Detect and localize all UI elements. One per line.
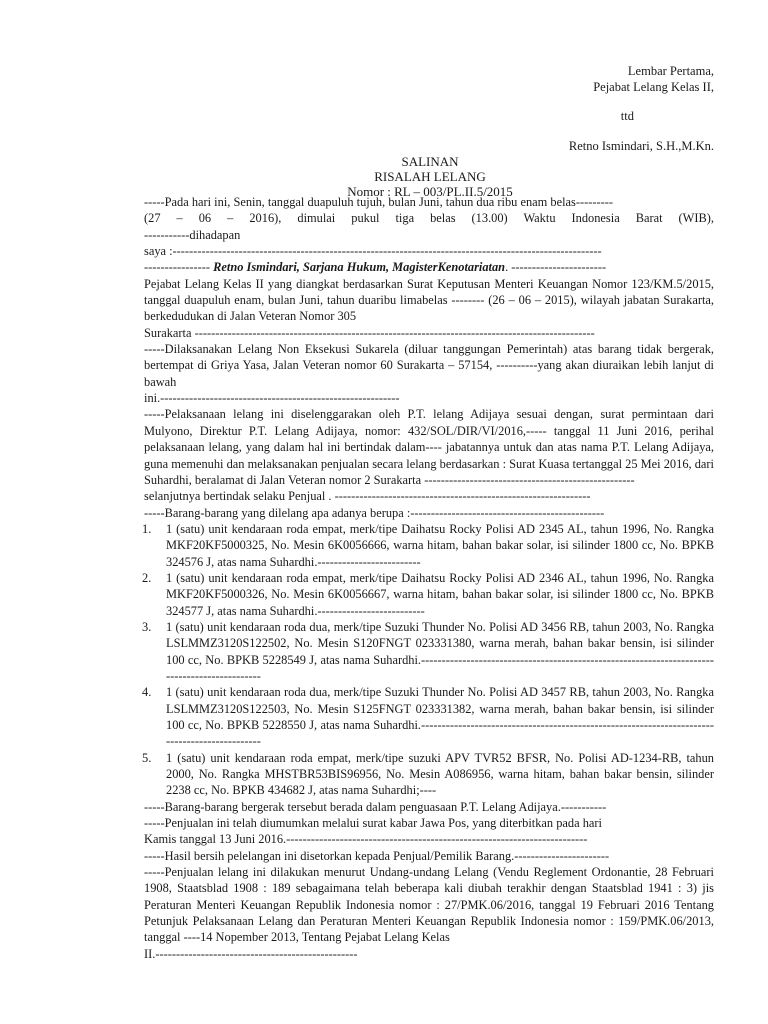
signature-mark: ttd xyxy=(620,109,634,123)
announcement-paragraph: -----Penjualan ini telah diumumkan melalui surat kabar Jawa Pos, yang diterbitkan pada hari xyxy=(144,816,602,831)
item-text: 1 (satu) unit kendaraan roda dua, merk/tipe Suzuki Thunder No. Polisi AD 3456 RB, tahun 2003, No. Rangka LSLMMZ3120S122502, No. Mesin S120FNGT 023331380, warna merah, bahan bakar bensin, isi silinder 100 cc, No. BPKB 5228549 J, atas nama Suhardhi.---------------------------------------------------------------------------------------------- xyxy=(166,619,714,683)
item-text: 1 (satu) unit kendaraan roda empat, merk/tipe suzuki APV TVR52 BFSR, No. Polisi AD-1234-RB, tahun 2000, No. Rangka MHSTBR53BIS96956, No. Mesin A086956, warna hitam, bahan bakar bensin, silinder 2238 cc, No. BPKB 434682 J, atas nama Suhardhi;---- xyxy=(166,750,714,798)
legal-basis-end: II.------------------------------------------------- xyxy=(144,946,358,961)
item-text: 1 (satu) unit kendaraan roda dua, merk/tipe Suzuki Thunder No. Polisi AD 3457 RB, tahun 2003, No. Rangka LSLMMZ3120S122503, No. Mesin S125FNGT 023331382, warna merah, bahan bakar bensin, isi silinder 100 cc, No. BPKB 5228550 J, atas nama Suhardhi.---------------------------------------------------------------------------------------------- xyxy=(166,685,714,749)
document-title: RISALAH LELANG xyxy=(374,169,486,184)
item-number: 4. xyxy=(142,685,152,700)
item-text: 1 (satu) unit kendaraan roda empat, merk/tipe Daihatsu Rocky Polisi AD 2346 AL, tahun 1996, No. Rangka MKF20KF5000326, No. Mesin 6K0056667, warna hitam, bahan bakar solar, isi silinder 1800 cc, No. BPKB 324577 J, atas nama Suhardhi.-------------------------- xyxy=(166,570,714,618)
dash-lead: ---------------- xyxy=(144,260,214,275)
opening-line: (27 – 06 – 2016), dimulai pukul tiga belas (13.00) Waktu Indonesia Barat (WIB), xyxy=(144,211,714,226)
signer-name: Retno Ismindari, S.H.,M.Kn. xyxy=(568,139,714,153)
item-number: 3. xyxy=(142,619,152,634)
document-number: Nomor : RL – 003/PL.II.5/2015 xyxy=(347,184,513,199)
list-item xyxy=(144,521,714,570)
official-name-line xyxy=(144,259,714,275)
official-name: Retno Ismindari, Sarjana Hukum, MagisterKenotariatan xyxy=(213,260,506,275)
list-item xyxy=(144,619,714,684)
execution-paragraph: -----Pelaksanaan lelang ini diselenggarakan oleh P.T. lelang Adijaya sesuai dengan, surat permintaan dari Mulyono, Direktur P.T. Lelang Adijaya, nomor: 432/SOL/DIR/VI/2016,----- tanggal 11 Juni 2016, perihal pelaksanaan lelang, yang dalam hal ini bertindak dalam---- jabatannya untuk dan atas nama P.T. Lelang Adijaya, guna memenuhi dan melaksanakan penjualan secara lelang berdasarkan : Surat Kuasa tertanggal 25 Mei 2016, dari Suhardhi, beralamat di Jalan Veteran nomor 2 Surakarta --------------------------------------------------- xyxy=(144,407,714,487)
items-list xyxy=(144,521,714,799)
opening-line: -----------dihadapan xyxy=(144,227,241,242)
document-body xyxy=(144,194,714,962)
item-text: 1 (satu) unit kendaraan roda empat, merk/tipe Daihatsu Rocky Polisi AD 2345 AL, tahun 1996, No. Rangka MKF20KF5000325, No. Mesin 6K0056666, warna hitam, bahan bakar solar, isi silinder 1800 cc, No. BPKB 324576 J, atas nama Suhardhi.------------------------- xyxy=(166,521,714,569)
opening-line: saya :-------------------------------------------------------------------------------------------------------- xyxy=(144,244,602,259)
auction-type-end: ini.---------------------------------------------------------- xyxy=(144,391,400,406)
official-appointment-end: Surakarta ------------------------------------------------------------------------------------------------- xyxy=(144,325,595,340)
dash-tail: . ----------------------- xyxy=(505,260,607,275)
proceeds-line: -----Hasil bersih pelelangan ini disetorkan kepada Penjual/Pemilik Barang.----------------------- xyxy=(144,848,610,863)
copy-label: SALINAN xyxy=(401,154,459,169)
list-item xyxy=(144,570,714,619)
execution-end: selanjutnya bertindak selaku Penjual . -------------------------------------------------------------- xyxy=(144,489,591,504)
items-intro: -----Barang-barang yang dilelang apa adanya berupa :----------------------------------------------- xyxy=(144,505,605,520)
announcement-end: Kamis tanggal 13 Juni 2016.------------------------------------------------------------------------- xyxy=(144,832,588,847)
official-appointment: Pejabat Lelang Kelas II yang diangkat berdasarkan Surat Keputusan Menteri Keuangan Nomor 123/KM.5/2015, tanggal duapuluh enam, bulan Juni, tahun duaribu limabelas -------- (26 – 06 – 2015), wilayah jabatan Surakarta, berkedudukan di Jalan Veteran Nomor 305 xyxy=(144,276,714,324)
auction-type-paragraph: -----Dilaksanakan Lelang Non Eksekusi Sukarela (diluar tanggungan Pemerintah) atas barang tidak bergerak, bertempat di Griya Yasa, Jalan Veteran nomor 60 Surakarta – 57154, ----------yang akan diuraikan lebih lanjut di bawah xyxy=(144,342,714,389)
sheet-label: Lembar Pertama, xyxy=(627,64,714,78)
official-position: Pejabat Lelang Kelas II, xyxy=(593,80,714,94)
legal-basis-paragraph: -----Penjualan lelang ini dilakukan menurut Undang-undang Lelang (Vendu Reglement Ordonantie, 28 Februari 1908, Staatsblad 1908 : 189 sebagaimana telah beberapa kali diubah terakhir dengan Staatsblad 1941 : 3) jis Peraturan Menteri Keuangan Republik Indonesia nomor : 27/PMK.06/2016, tanggal 19 Februari 2016 Tentang Petunjuk Pelaksanaan Lelang dan Peraturan Menteri Keuangan Republik Indonesia nomor : 159/PMK.06/2013, tanggal ----14 Nopember 2013, Tentang Pejabat Lelang Kelas xyxy=(144,865,714,945)
item-number: 2. xyxy=(142,570,152,585)
opening-line: -----Pada hari ini, Senin, tanggal duapuluh tujuh, bulan Juni, tahun dua ribu enam belas--------- xyxy=(144,195,613,209)
list-item xyxy=(144,684,714,749)
item-number: 1. xyxy=(142,521,152,536)
item-number: 5. xyxy=(142,750,152,765)
custody-line: -----Barang-barang bergerak tersebut berada dalam penguasaan P.T. Lelang Adijaya.----------- xyxy=(144,799,607,814)
list-item xyxy=(144,750,714,799)
